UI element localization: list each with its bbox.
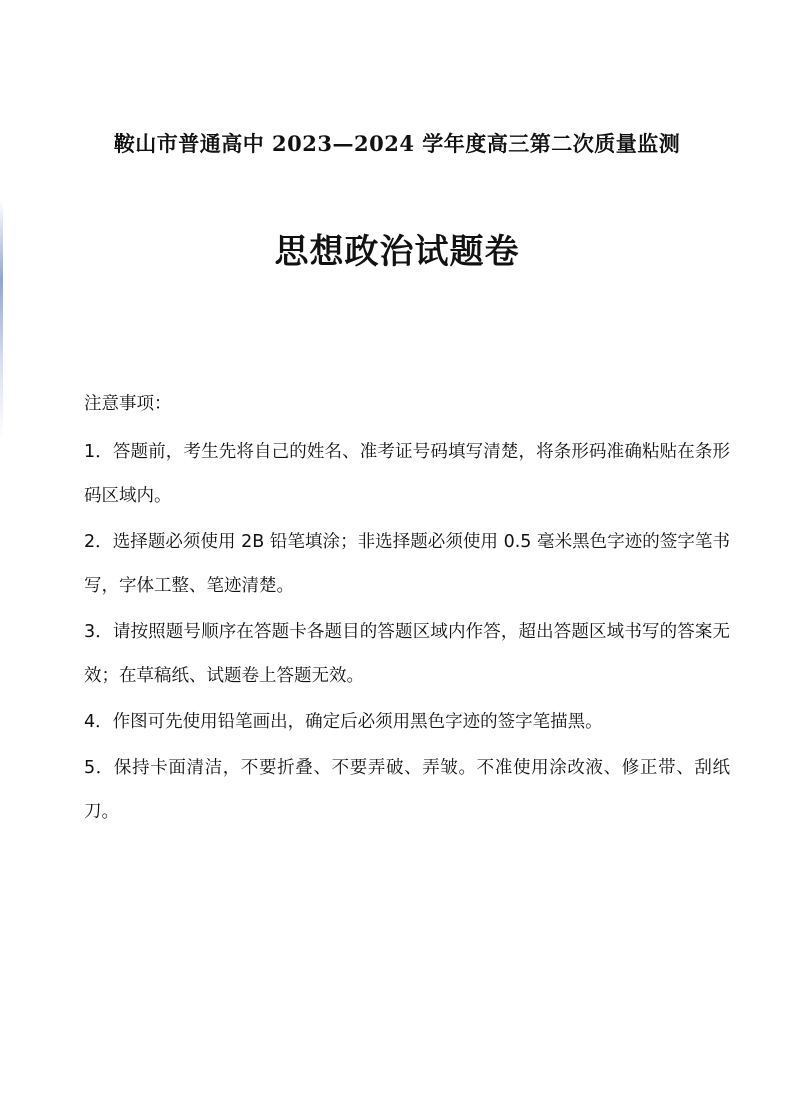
notice-heading: 注意事项： <box>84 394 172 414</box>
notice-item-1: 1．答题前，考生先将自己的姓名、准考证号码填写清楚，将条形码准确粘贴在条形码区域内。 <box>84 442 730 506</box>
notice-item-2: 2．选择题必须使用 2B 铅笔填涂；非选择题必须使用 0.5 毫米黑色字迹的签字笔书写，字体工整、笔迹清楚。 <box>84 532 730 596</box>
notice-section <box>84 388 730 836</box>
notice-item-3: 3．请按照题号顺序在答题卡各题目的答题区域内作答，超出答题区域书写的答案无效；在草稿纸、试题卷上答题无效。 <box>84 622 730 686</box>
exam-title: 思想政治试题卷 <box>274 232 520 272</box>
exam-subtitle: 鞍山市普通高中 2023—2024 学年度高三第二次质量监测 <box>113 131 681 156</box>
notice-item-4: 4．作图可先使用铅笔画出，确定后必须用黑色字迹的签字笔描黑。 <box>84 712 603 732</box>
notice-item-5: 5．保持卡面清洁，不要折叠、不要弄破、弄皱。不准使用涂改液、修正带、刮纸刀。 <box>84 758 730 822</box>
